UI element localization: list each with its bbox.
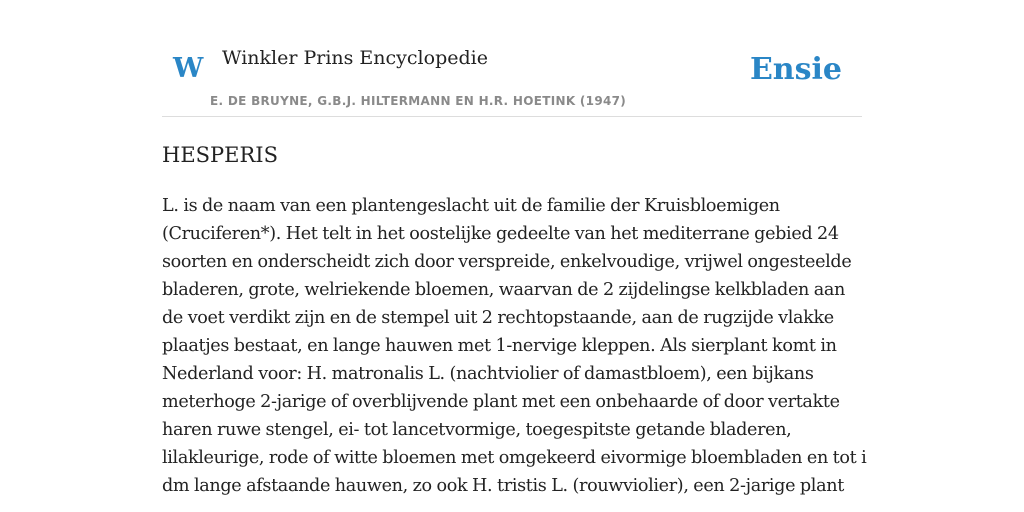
entry-title: HESPERIS xyxy=(162,143,278,167)
publication-authors: E. DE BRUYNE, G.B.J. HILTERMANN EN H.R. HOETINK (1947) xyxy=(210,94,627,108)
publication-title[interactable]: Winkler Prins Encyclopedie xyxy=(222,47,488,69)
winkler-prins-logo[interactable]: W xyxy=(173,53,204,84)
publication-header xyxy=(162,0,862,117)
entry-body-text: L. is de naam van een plantengeslacht uit de familie der Kruisbloemigen (Cruciferen*). Het telt in het oostelijke gedeelte van het mediterrane gebied 24 soorten en onderscheidt zich door verspreide, enkelvoudige, vrijwel ongesteelde bladeren, grote, welriekende bloemen, waarvan de 2 zijdelingse kelkbladen aan de voet verdikt zijn en de stempel uit 2 rechtopstaande, aan de rugzijde vlakke plaatjes bestaat, en lange hauwen met 1-nervige kleppen. Als sierplant komt in Nederland voor: H. matronalis L. (nachtviolier of damastbloem), een bijkans meterhoge 2-jarige of overblijvende plant met een onbehaarde of door vertakte haren ruwe stengel, ei- tot lancetvormige, toegespitste getande bladeren, lilakleurige, rode of witte bloemen met omgekeerd eivormige bloembladen en tot i dm lange afstaande hauwen, zo ook H. tristis L. (rouwviolier), een 2-jarige plant xyxy=(162,196,867,496)
ensie-logo[interactable]: Ensie xyxy=(749,52,842,87)
